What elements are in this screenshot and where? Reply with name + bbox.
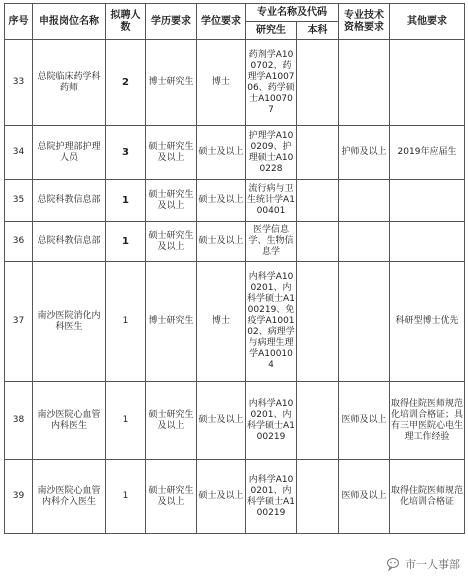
cell-education: 硕士研究生及以上 <box>146 126 197 180</box>
cell-education: 硕士研究生及以上 <box>146 222 197 262</box>
cell-degree: 硕士及以上 <box>197 126 246 180</box>
header-count: 拟聘人数 <box>106 4 146 40</box>
cell-education: 硕士研究生及以上 <box>146 382 197 460</box>
header-position: 申报岗位名称 <box>33 4 106 40</box>
cell-position: 南沙医院消化内科医生 <box>33 262 106 382</box>
table-row <box>5 126 465 180</box>
watermark <box>387 556 460 572</box>
cell-seq: 38 <box>5 382 33 460</box>
cell-qualification <box>339 262 390 382</box>
cell-other <box>390 180 465 222</box>
header-qualification: 专业技术资格要求 <box>339 4 390 40</box>
table-row <box>5 262 465 382</box>
cell-seq: 39 <box>5 460 33 534</box>
cell-education: 博士研究生 <box>146 262 197 382</box>
cell-major-undergrad <box>297 262 339 382</box>
cell-qualification: 医师及以上 <box>339 460 390 534</box>
cell-education: 博士研究生 <box>146 40 197 126</box>
cell-count: 2 <box>106 40 146 126</box>
cell-degree: 博士 <box>197 40 246 126</box>
cell-qualification: 医师及以上 <box>339 382 390 460</box>
cell-other: 科研型博士优先 <box>390 262 465 382</box>
cell-seq: 37 <box>5 262 33 382</box>
table-row <box>5 180 465 222</box>
cell-seq: 34 <box>5 126 33 180</box>
wechat-icon <box>387 557 401 571</box>
header-education: 学历要求 <box>146 4 197 40</box>
cell-major-grad: 药剂学A100702、药理学A100706、药学硕士A100707 <box>246 40 297 126</box>
header-major-group: 专业名称及代码 <box>246 4 339 22</box>
cell-seq: 36 <box>5 222 33 262</box>
cell-position: 南沙医院心血管内科介入医生 <box>33 460 106 534</box>
cell-major-undergrad <box>297 126 339 180</box>
table-row <box>5 222 465 262</box>
cell-degree: 硕士及以上 <box>197 222 246 262</box>
cell-qualification: 护师及以上 <box>339 126 390 180</box>
cell-major-grad: 内科学A100201、内科学硕士A100219 <box>246 382 297 460</box>
cell-count: 1 <box>106 382 146 460</box>
cell-count: 3 <box>106 126 146 180</box>
header-seq: 序号 <box>5 4 33 40</box>
table-row <box>5 382 465 460</box>
cell-position: 总院临床药学科药师 <box>33 40 106 126</box>
cell-degree: 硕士及以上 <box>197 180 246 222</box>
cell-major-undergrad <box>297 40 339 126</box>
cell-degree: 硕士及以上 <box>197 382 246 460</box>
cell-qualification <box>339 222 390 262</box>
cell-other: 取得住院医师规范化培训合格证 <box>390 460 465 534</box>
cell-major-grad: 内科学A100201、内科学硕士A100219、免疫学A100102、病理学与病理生理学A100104 <box>246 262 297 382</box>
cell-degree: 硕士及以上 <box>197 460 246 534</box>
table-row <box>5 460 465 534</box>
cell-major-grad: 内科学A100201、内科学硕士A100219 <box>246 460 297 534</box>
cell-major-undergrad <box>297 180 339 222</box>
cell-major-grad: 流行病与卫生统计学A100401 <box>246 180 297 222</box>
cell-education: 硕士研究生及以上 <box>146 460 197 534</box>
cell-other: 2019年应届生 <box>390 126 465 180</box>
header-row <box>5 4 465 22</box>
header-major-grad: 研究生 <box>246 22 297 40</box>
cell-major-grad: 医学信息学、生物信息学 <box>246 222 297 262</box>
cell-position: 南沙医院心血管内科医生 <box>33 382 106 460</box>
cell-qualification <box>339 40 390 126</box>
header-degree: 学位要求 <box>197 4 246 40</box>
cell-major-undergrad <box>297 222 339 262</box>
cell-seq: 33 <box>5 40 33 126</box>
cell-count: 1 <box>106 460 146 534</box>
table-row <box>5 40 465 126</box>
header-other: 其他要求 <box>390 4 465 40</box>
cell-major-undergrad <box>297 460 339 534</box>
header-major-undergrad: 本科 <box>297 22 339 40</box>
cell-seq: 35 <box>5 180 33 222</box>
cell-other <box>390 40 465 126</box>
cell-major-grad: 护理学A100209、护理硕士A100228 <box>246 126 297 180</box>
cell-other <box>390 222 465 262</box>
cell-position: 总院护理部护理人员 <box>33 126 106 180</box>
cell-education: 硕士研究生及以上 <box>146 180 197 222</box>
cell-position: 总院科教信息部 <box>33 180 106 222</box>
watermark-text: 市一人事部 <box>405 558 460 571</box>
recruitment-table <box>4 3 465 534</box>
cell-other: 取得住院医师规范化培训合格证；具有三甲医院心电生理工作经验 <box>390 382 465 460</box>
cell-count: 1 <box>106 262 146 382</box>
cell-major-undergrad <box>297 382 339 460</box>
cell-position: 总院科教信息部 <box>33 222 106 262</box>
cell-degree: 博士 <box>197 262 246 382</box>
cell-qualification <box>339 180 390 222</box>
cell-count: 1 <box>106 222 146 262</box>
cell-count: 1 <box>106 180 146 222</box>
